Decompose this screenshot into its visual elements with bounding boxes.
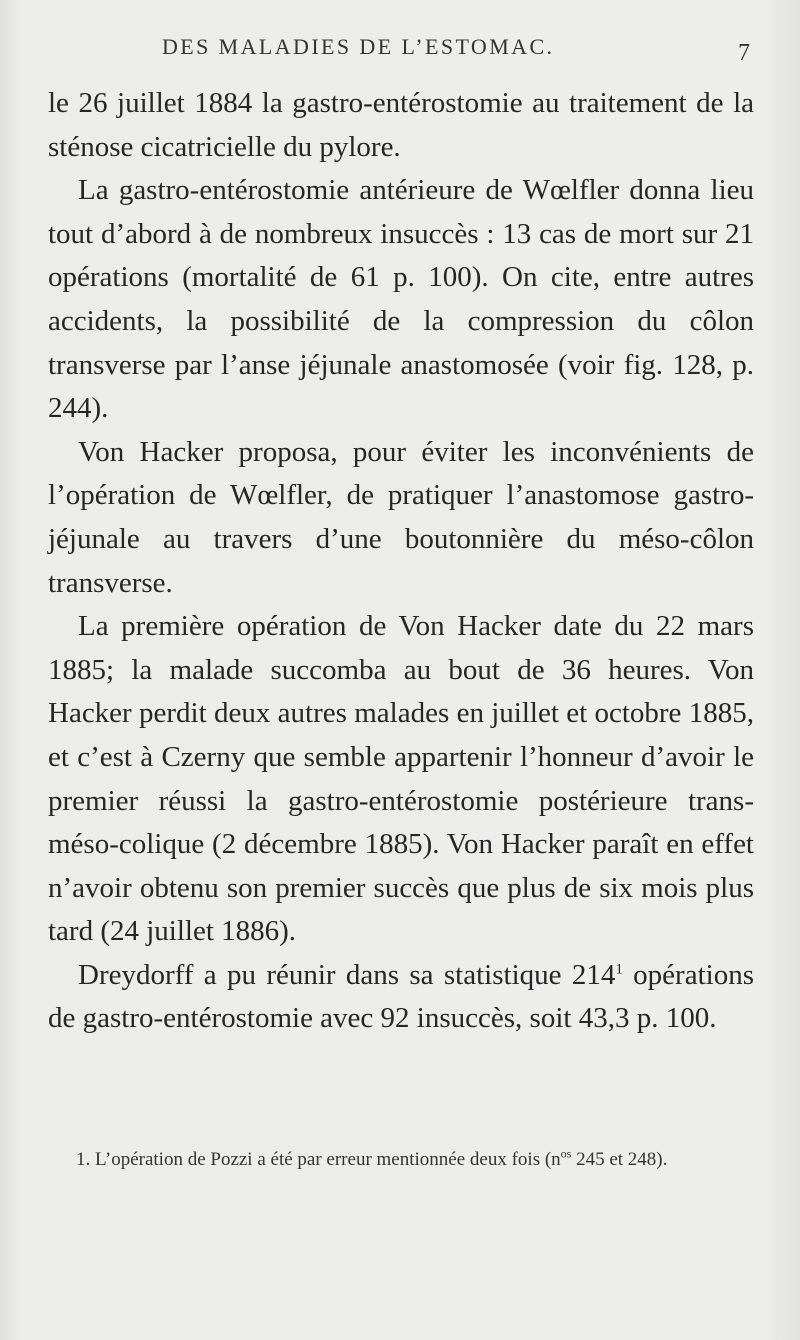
footnote-text-start: L’opération de Pozzi a été par erreur mentionnée deux fois (n: [90, 1149, 561, 1170]
footnote-reference: 1: [615, 961, 623, 978]
footnote: [48, 1146, 760, 1174]
paragraph-5-start: Dreydorff a pu réunir dans sa statistique 214: [78, 958, 616, 991]
paragraph-5: [48, 954, 754, 1041]
page-number: 7: [738, 40, 750, 66]
footnote-superscript: os: [560, 1146, 572, 1161]
paragraph-2: La gastro-entérostomie antérieure de Wœlfler donna lieu tout d’abord à de nombreux insuccès : 13 cas de mort sur 21 opérations (mortalité de 61 p. 100). On cite, entre autres accidents, la possibilité de la compression du côlon transverse par l’anse jéjunale anastomosée (voir fig. 128, p. 244).: [48, 174, 754, 425]
footnote-text: [48, 1146, 760, 1174]
footnote-text-end: 245 et 248).: [571, 1149, 668, 1170]
paragraph-4: La première opération de Von Hacker date du 22 mars 1885; la malade succomba au bout de 36 heures. Von Hacker perdit deux autres malades en juillet et octobre 1885, et c’est à Czerny que semble appartenir l’honneur d’avoir le premier réussi la gastro-entérostomie postérieure trans-méso-colique (2 décembre 1885). Von Hacker paraît en effet n’avoir obtenu son premier succès que plus de six mois plus tard (24 juillet 1886).: [48, 610, 754, 948]
paragraph-3: Von Hacker proposa, pour éviter les inconvénients de l’opération de Wœlfler, de pratiquer l’anastomose gastro-jéjunale au travers d’une boutonnière du méso-côlon transverse.: [48, 435, 754, 599]
paragraph-1: le 26 juillet 1884 la gastro-entérostomie au traitement de la sténose cicatricielle du pylore.: [48, 87, 754, 163]
paragraph-5-end: opérations de gastro-entérostomie avec 92 insuccès, soit 43,3 p. 100.: [48, 958, 754, 1035]
running-title: DES MALADIES DE L’ESTOMAC.: [162, 34, 555, 59]
footnote-marker: 1.: [76, 1149, 91, 1170]
main-text: [48, 82, 754, 1041]
